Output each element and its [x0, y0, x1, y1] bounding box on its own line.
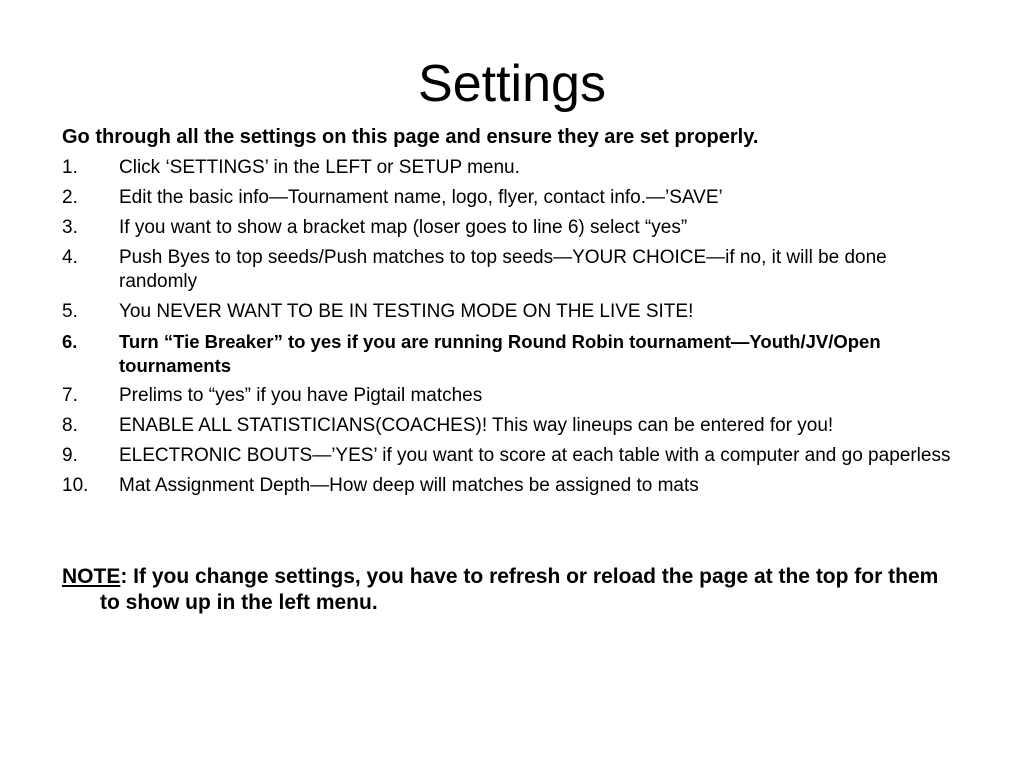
- list-item: [62, 330, 962, 378]
- intro-text: Go through all the settings on this page and ensure they are set properly.: [62, 126, 759, 148]
- step-text: Mat Assignment Depth—How deep will matches be assigned to mats: [119, 475, 699, 496]
- step-number: 6.: [62, 331, 78, 352]
- step-text: Push Byes to top seeds/Push matches to top seeds—YOUR CHOICE—if no, it will be done randomly: [119, 247, 887, 292]
- list-item: [62, 414, 962, 438]
- list-item: [62, 186, 962, 210]
- step-number: 8.: [62, 415, 78, 436]
- step-number: 3.: [62, 217, 78, 238]
- step-number: 10.: [62, 475, 89, 496]
- list-item: [62, 474, 962, 498]
- step-text: If you want to show a bracket map (loser goes to line 6) select “yes”: [119, 217, 688, 238]
- step-number: 9.: [62, 445, 78, 466]
- note-label: NOTE: [62, 565, 121, 588]
- note-text: : If you change settings, you have to refresh or reload the page at the top for them to show up in the left menu.: [100, 565, 939, 614]
- note-paragraph: [62, 564, 962, 616]
- step-number: 1.: [62, 157, 78, 178]
- list-item: [62, 384, 962, 408]
- step-text: ENABLE ALL STATISTICIANS(COACHES)! This way lineups can be entered for you!: [119, 415, 834, 436]
- settings-steps-list: [62, 156, 962, 504]
- step-number: 4.: [62, 247, 78, 268]
- step-number: 2.: [62, 187, 78, 208]
- list-item: [62, 156, 962, 180]
- step-text: Turn “Tie Breaker” to yes if you are running Round Robin tournament—Youth/JV/Open tournaments: [119, 331, 881, 376]
- step-number: 7.: [62, 385, 78, 406]
- list-item: [62, 216, 962, 240]
- step-text: Prelims to “yes” if you have Pigtail matches: [119, 385, 483, 406]
- step-text: ELECTRONIC BOUTS—’YES’ if you want to score at each table with a computer and go paperless: [119, 445, 951, 466]
- list-item: [62, 300, 962, 324]
- step-number: 5.: [62, 301, 78, 322]
- list-item: [62, 246, 962, 294]
- step-text: Edit the basic info—Tournament name, logo, flyer, contact info.—’SAVE’: [119, 187, 723, 208]
- step-text: You NEVER WANT TO BE IN TESTING MODE ON THE LIVE SITE!: [119, 301, 694, 322]
- slide-title: Settings: [418, 55, 606, 113]
- list-item: [62, 444, 962, 468]
- step-text: Click ‘SETTINGS’ in the LEFT or SETUP menu.: [119, 157, 520, 178]
